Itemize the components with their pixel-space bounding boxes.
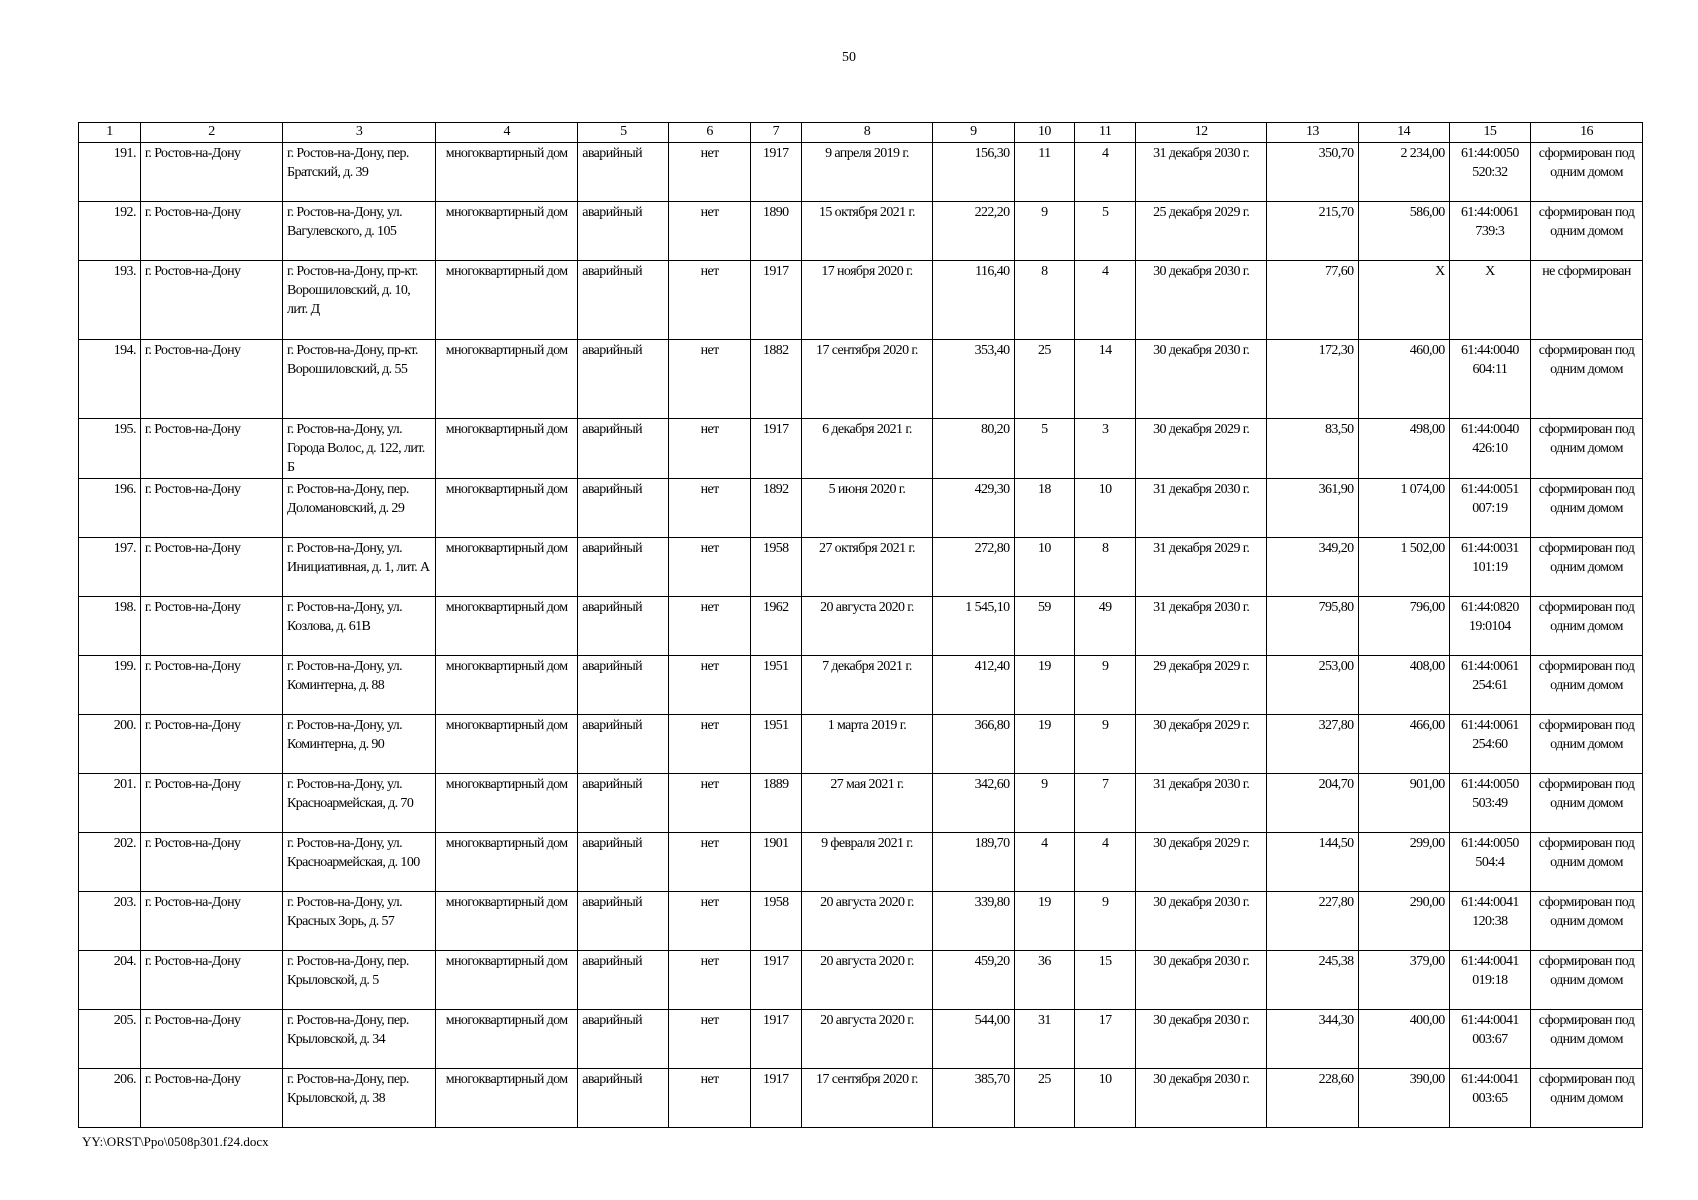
year-cell: 1917 [750,143,801,202]
value-cell: 361,90 [1267,479,1358,538]
cadastral-number-cell: 61:44:0061 254:61 [1449,656,1530,715]
year-cell: 1958 [750,892,801,951]
count-cell: 19 [1014,715,1075,774]
deadline-date-cell: 31 декабря 2030 г. [1136,143,1267,202]
column-header: 15 [1449,123,1530,143]
condition-cell: аварийный [578,892,669,951]
building-type-cell: многоквартирный дом [436,1010,578,1069]
recognition-date-cell: 6 декабря 2021 г. [801,419,932,479]
count-cell: 5 [1014,419,1075,479]
count-cell: 10 [1075,479,1136,538]
table-row [79,774,1643,833]
deadline-date-cell: 31 декабря 2029 г. [1136,538,1267,597]
file-path-footer: YY:\ORST\Ppo\0508p301.f24.docx [82,1134,269,1149]
value-cell: 379,00 [1358,951,1449,1010]
value-cell: 390,00 [1358,1069,1449,1128]
count-cell: 5 [1075,202,1136,261]
land-status-cell: не сформирован [1531,261,1643,340]
address-cell: г. Ростов-на-Дону, ул. Коминтерна, д. 88 [283,656,436,715]
city-cell: г. Ростов-на-Дону [140,479,282,538]
condition-cell: аварийный [578,419,669,479]
flag-cell: нет [669,833,750,892]
year-cell: 1890 [750,202,801,261]
value-cell: 498,00 [1358,419,1449,479]
recognition-date-cell: 17 ноября 2020 г. [801,261,932,340]
recognition-date-cell: 7 декабря 2021 г. [801,656,932,715]
condition-cell: аварийный [578,951,669,1010]
address-cell: г. Ростов-на-Дону, пер. Крыловской, д. 34 [283,1010,436,1069]
column-header: 7 [750,123,801,143]
count-cell: 11 [1014,143,1075,202]
address-cell: г. Ростов-на-Дону, пер. Доломановский, д. 29 [283,479,436,538]
deadline-date-cell: 29 декабря 2029 г. [1136,656,1267,715]
address-cell: г. Ростов-на-Дону, ул. Коминтерна, д. 90 [283,715,436,774]
count-cell: 4 [1075,143,1136,202]
condition-cell: аварийный [578,538,669,597]
row-number-cell: 201. [79,774,141,833]
building-type-cell: многоквартирный дом [436,774,578,833]
deadline-date-cell: 25 декабря 2029 г. [1136,202,1267,261]
value-cell: 227,80 [1267,892,1358,951]
land-status-cell: сформирован под одним домом [1531,1010,1643,1069]
value-cell: 327,80 [1267,715,1358,774]
column-header: 6 [669,123,750,143]
table-row [79,951,1643,1010]
cadastral-number-cell: 61:44:0031 101:19 [1449,538,1530,597]
table-row [79,419,1643,479]
row-number-cell: 197. [79,538,141,597]
cadastral-number-cell: 61:44:0041 003:65 [1449,1069,1530,1128]
column-header: 2 [140,123,282,143]
address-cell: г. Ростов-на-Дону, пер. Крыловской, д. 5 [283,951,436,1010]
row-number-cell: 199. [79,656,141,715]
condition-cell: аварийный [578,597,669,656]
condition-cell: аварийный [578,479,669,538]
area-cell: 189,70 [933,833,1014,892]
value-cell: 228,60 [1267,1069,1358,1128]
flag-cell: нет [669,261,750,340]
value-cell: 344,30 [1267,1010,1358,1069]
year-cell: 1917 [750,419,801,479]
cadastral-number-cell: 61:44:0051 007:19 [1449,479,1530,538]
value-cell: 795,80 [1267,597,1358,656]
count-cell: 25 [1014,1069,1075,1128]
table-row [79,1010,1643,1069]
count-cell: 10 [1075,1069,1136,1128]
row-number-cell: 196. [79,479,141,538]
condition-cell: аварийный [578,833,669,892]
land-status-cell: сформирован под одним домом [1531,340,1643,419]
count-cell: 9 [1014,202,1075,261]
count-cell: 25 [1014,340,1075,419]
row-number-cell: 205. [79,1010,141,1069]
year-cell: 1951 [750,656,801,715]
year-cell: 1917 [750,1010,801,1069]
condition-cell: аварийный [578,202,669,261]
column-header: 12 [1136,123,1267,143]
deadline-date-cell: 30 декабря 2030 г. [1136,1010,1267,1069]
value-cell: 77,60 [1267,261,1358,340]
address-cell: г. Ростов-на-Дону, пер. Крыловской, д. 38 [283,1069,436,1128]
cadastral-number-cell: 61:44:0040 426:10 [1449,419,1530,479]
land-status-cell: сформирован под одним домом [1531,202,1643,261]
building-type-cell: многоквартирный дом [436,143,578,202]
count-cell: 36 [1014,951,1075,1010]
value-cell: 408,00 [1358,656,1449,715]
land-status-cell: сформирован под одним домом [1531,1069,1643,1128]
deadline-date-cell: 30 декабря 2029 г. [1136,715,1267,774]
land-status-cell: сформирован под одним домом [1531,833,1643,892]
deadline-date-cell: 30 декабря 2029 г. [1136,419,1267,479]
deadline-date-cell: 30 декабря 2030 г. [1136,892,1267,951]
column-header: 4 [436,123,578,143]
recognition-date-cell: 27 мая 2021 г. [801,774,932,833]
row-number-cell: 204. [79,951,141,1010]
recognition-date-cell: 27 октября 2021 г. [801,538,932,597]
housing-register-table [78,122,1643,1128]
column-header: 5 [578,123,669,143]
land-status-cell: сформирован под одним домом [1531,479,1643,538]
flag-cell: нет [669,419,750,479]
column-header: 11 [1075,123,1136,143]
cadastral-number-cell: 61:44:0061 739:3 [1449,202,1530,261]
year-cell: 1917 [750,1069,801,1128]
flag-cell: нет [669,892,750,951]
flag-cell: нет [669,143,750,202]
building-type-cell: многоквартирный дом [436,951,578,1010]
city-cell: г. Ростов-на-Дону [140,715,282,774]
row-number-cell: 194. [79,340,141,419]
city-cell: г. Ростов-на-Дону [140,538,282,597]
value-cell: 400,00 [1358,1010,1449,1069]
area-cell: 385,70 [933,1069,1014,1128]
year-cell: 1889 [750,774,801,833]
cadastral-number-cell: 61:44:0061 254:60 [1449,715,1530,774]
cadastral-number-cell: 61:44:0050 503:49 [1449,774,1530,833]
value-cell: 215,70 [1267,202,1358,261]
row-number-cell: 202. [79,833,141,892]
recognition-date-cell: 17 сентября 2020 г. [801,340,932,419]
table-row [79,833,1643,892]
building-type-cell: многоквартирный дом [436,597,578,656]
cadastral-number-cell: 61:44:0050 504:4 [1449,833,1530,892]
city-cell: г. Ростов-на-Дону [140,1010,282,1069]
deadline-date-cell: 30 декабря 2030 г. [1136,340,1267,419]
year-cell: 1951 [750,715,801,774]
cadastral-number-cell: 61:44:0040 604:11 [1449,340,1530,419]
column-header: 9 [933,123,1014,143]
year-cell: 1917 [750,951,801,1010]
flag-cell: нет [669,538,750,597]
year-cell: 1958 [750,538,801,597]
city-cell: г. Ростов-на-Дону [140,656,282,715]
page-number: 50 [842,50,856,65]
count-cell: 10 [1014,538,1075,597]
value-cell: 2 234,00 [1358,143,1449,202]
table-row [79,202,1643,261]
column-header: 1 [79,123,141,143]
area-cell: 353,40 [933,340,1014,419]
city-cell: г. Ростов-на-Дону [140,1069,282,1128]
row-number-cell: 191. [79,143,141,202]
row-number-cell: 192. [79,202,141,261]
flag-cell: нет [669,1010,750,1069]
land-status-cell: сформирован под одним домом [1531,656,1643,715]
recognition-date-cell: 5 июня 2020 г. [801,479,932,538]
address-cell: г. Ростов-на-Дону, ул. Красноармейская, д. 100 [283,833,436,892]
recognition-date-cell: 1 марта 2019 г. [801,715,932,774]
table-row [79,479,1643,538]
row-number-cell: 193. [79,261,141,340]
city-cell: г. Ростов-на-Дону [140,774,282,833]
area-cell: 116,40 [933,261,1014,340]
recognition-date-cell: 20 августа 2020 г. [801,951,932,1010]
recognition-date-cell: 15 октября 2021 г. [801,202,932,261]
cadastral-number-cell: 61:44:0041 120:38 [1449,892,1530,951]
table-row [79,340,1643,419]
deadline-date-cell: 30 декабря 2030 г. [1136,261,1267,340]
cadastral-number-cell: 61:44:0050 520:32 [1449,143,1530,202]
column-number-row [79,123,1643,143]
count-cell: 18 [1014,479,1075,538]
address-cell: г. Ростов-на-Дону, ул. Красноармейская, д. 70 [283,774,436,833]
table-row [79,1069,1643,1128]
building-type-cell: многоквартирный дом [436,656,578,715]
count-cell: 59 [1014,597,1075,656]
condition-cell: аварийный [578,656,669,715]
recognition-date-cell: 20 августа 2020 г. [801,892,932,951]
column-header: 10 [1014,123,1075,143]
count-cell: 3 [1075,419,1136,479]
condition-cell: аварийный [578,715,669,774]
address-cell: г. Ростов-на-Дону, пер. Братский, д. 39 [283,143,436,202]
flag-cell: нет [669,202,750,261]
count-cell: 19 [1014,892,1075,951]
deadline-date-cell: 31 декабря 2030 г. [1136,774,1267,833]
land-status-cell: сформирован под одним домом [1531,774,1643,833]
table-body [79,143,1643,1128]
condition-cell: аварийный [578,340,669,419]
land-status-cell: сформирован под одним домом [1531,143,1643,202]
address-cell: г. Ростов-на-Дону, пр-кт. Ворошиловский, д. 10, лит. Д [283,261,436,340]
recognition-date-cell: 17 сентября 2020 г. [801,1069,932,1128]
row-number-cell: 206. [79,1069,141,1128]
city-cell: г. Ростов-на-Дону [140,951,282,1010]
value-cell: 796,00 [1358,597,1449,656]
count-cell: 8 [1014,261,1075,340]
flag-cell: нет [669,715,750,774]
area-cell: 412,40 [933,656,1014,715]
cadastral-number-cell: X [1449,261,1530,340]
row-number-cell: 198. [79,597,141,656]
address-cell: г. Ростов-на-Дону, ул. Инициативная, д. 1, лит. А [283,538,436,597]
building-type-cell: многоквартирный дом [436,419,578,479]
column-header: 3 [283,123,436,143]
recognition-date-cell: 20 августа 2020 г. [801,1010,932,1069]
count-cell: 14 [1075,340,1136,419]
area-cell: 544,00 [933,1010,1014,1069]
recognition-date-cell: 20 августа 2020 г. [801,597,932,656]
deadline-date-cell: 30 декабря 2030 г. [1136,1069,1267,1128]
value-cell: 144,50 [1267,833,1358,892]
building-type-cell: многоквартирный дом [436,202,578,261]
cadastral-number-cell: 61:44:0041 003:67 [1449,1010,1530,1069]
condition-cell: аварийный [578,1010,669,1069]
table-row [79,597,1643,656]
value-cell: 290,00 [1358,892,1449,951]
value-cell: X [1358,261,1449,340]
count-cell: 7 [1075,774,1136,833]
building-type-cell: многоквартирный дом [436,833,578,892]
value-cell: 172,30 [1267,340,1358,419]
count-cell: 19 [1014,656,1075,715]
recognition-date-cell: 9 апреля 2019 г. [801,143,932,202]
city-cell: г. Ростов-на-Дону [140,261,282,340]
column-header: 14 [1358,123,1449,143]
column-header: 16 [1531,123,1643,143]
address-cell: г. Ростов-на-Дону, ул. Вагулевского, д. 105 [283,202,436,261]
flag-cell: нет [669,340,750,419]
count-cell: 17 [1075,1010,1136,1069]
count-cell: 4 [1075,833,1136,892]
cadastral-number-cell: 61:44:0820 19:0104 [1449,597,1530,656]
city-cell: г. Ростов-на-Дону [140,340,282,419]
land-status-cell: сформирован под одним домом [1531,538,1643,597]
row-number-cell: 203. [79,892,141,951]
land-status-cell: сформирован под одним домом [1531,715,1643,774]
year-cell: 1901 [750,833,801,892]
count-cell: 49 [1075,597,1136,656]
area-cell: 366,80 [933,715,1014,774]
count-cell: 31 [1014,1010,1075,1069]
building-type-cell: многоквартирный дом [436,1069,578,1128]
deadline-date-cell: 30 декабря 2030 г. [1136,951,1267,1010]
value-cell: 901,00 [1358,774,1449,833]
area-cell: 222,20 [933,202,1014,261]
area-cell: 339,80 [933,892,1014,951]
table-row [79,261,1643,340]
cadastral-number-cell: 61:44:0041 019:18 [1449,951,1530,1010]
value-cell: 1 074,00 [1358,479,1449,538]
condition-cell: аварийный [578,143,669,202]
value-cell: 350,70 [1267,143,1358,202]
row-number-cell: 200. [79,715,141,774]
table-row [79,656,1643,715]
city-cell: г. Ростов-на-Дону [140,202,282,261]
address-cell: г. Ростов-на-Дону, пр-кт. Ворошиловский, д. 55 [283,340,436,419]
building-type-cell: многоквартирный дом [436,261,578,340]
year-cell: 1917 [750,261,801,340]
condition-cell: аварийный [578,261,669,340]
table-row [79,715,1643,774]
building-type-cell: многоквартирный дом [436,892,578,951]
condition-cell: аварийный [578,774,669,833]
column-header: 8 [801,123,932,143]
city-cell: г. Ростов-на-Дону [140,143,282,202]
deadline-date-cell: 31 декабря 2030 г. [1136,479,1267,538]
building-type-cell: многоквартирный дом [436,715,578,774]
condition-cell: аварийный [578,1069,669,1128]
value-cell: 83,50 [1267,419,1358,479]
deadline-date-cell: 30 декабря 2029 г. [1136,833,1267,892]
land-status-cell: сформирован под одним домом [1531,951,1643,1010]
value-cell: 245,38 [1267,951,1358,1010]
table-row [79,892,1643,951]
city-cell: г. Ростов-на-Дону [140,419,282,479]
area-cell: 429,30 [933,479,1014,538]
value-cell: 299,00 [1358,833,1449,892]
area-cell: 272,80 [933,538,1014,597]
area-cell: 156,30 [933,143,1014,202]
value-cell: 349,20 [1267,538,1358,597]
address-cell: г. Ростов-на-Дону, ул. Красных Зорь, д. 57 [283,892,436,951]
year-cell: 1892 [750,479,801,538]
row-number-cell: 195. [79,419,141,479]
value-cell: 253,00 [1267,656,1358,715]
flag-cell: нет [669,479,750,538]
recognition-date-cell: 9 февраля 2021 г. [801,833,932,892]
column-header: 13 [1267,123,1358,143]
building-type-cell: многоквартирный дом [436,479,578,538]
city-cell: г. Ростов-на-Дону [140,597,282,656]
count-cell: 9 [1014,774,1075,833]
area-cell: 342,60 [933,774,1014,833]
table-row [79,143,1643,202]
count-cell: 4 [1075,261,1136,340]
value-cell: 586,00 [1358,202,1449,261]
flag-cell: нет [669,774,750,833]
land-status-cell: сформирован под одним домом [1531,892,1643,951]
building-type-cell: многоквартирный дом [436,538,578,597]
count-cell: 15 [1075,951,1136,1010]
area-cell: 1 545,10 [933,597,1014,656]
flag-cell: нет [669,597,750,656]
address-cell: г. Ростов-на-Дону, ул. Козлова, д. 61В [283,597,436,656]
city-cell: г. Ростов-на-Дону [140,892,282,951]
count-cell: 9 [1075,892,1136,951]
count-cell: 9 [1075,715,1136,774]
value-cell: 466,00 [1358,715,1449,774]
flag-cell: нет [669,656,750,715]
count-cell: 9 [1075,656,1136,715]
count-cell: 4 [1014,833,1075,892]
year-cell: 1962 [750,597,801,656]
count-cell: 8 [1075,538,1136,597]
city-cell: г. Ростов-на-Дону [140,833,282,892]
address-cell: г. Ростов-на-Дону, ул. Города Волос, д. 122, лит. Б [283,419,436,479]
value-cell: 1 502,00 [1358,538,1449,597]
year-cell: 1882 [750,340,801,419]
land-status-cell: сформирован под одним домом [1531,597,1643,656]
flag-cell: нет [669,951,750,1010]
table-row [79,538,1643,597]
flag-cell: нет [669,1069,750,1128]
deadline-date-cell: 31 декабря 2030 г. [1136,597,1267,656]
value-cell: 460,00 [1358,340,1449,419]
building-type-cell: многоквартирный дом [436,340,578,419]
value-cell: 204,70 [1267,774,1358,833]
area-cell: 80,20 [933,419,1014,479]
land-status-cell: сформирован под одним домом [1531,419,1643,479]
area-cell: 459,20 [933,951,1014,1010]
